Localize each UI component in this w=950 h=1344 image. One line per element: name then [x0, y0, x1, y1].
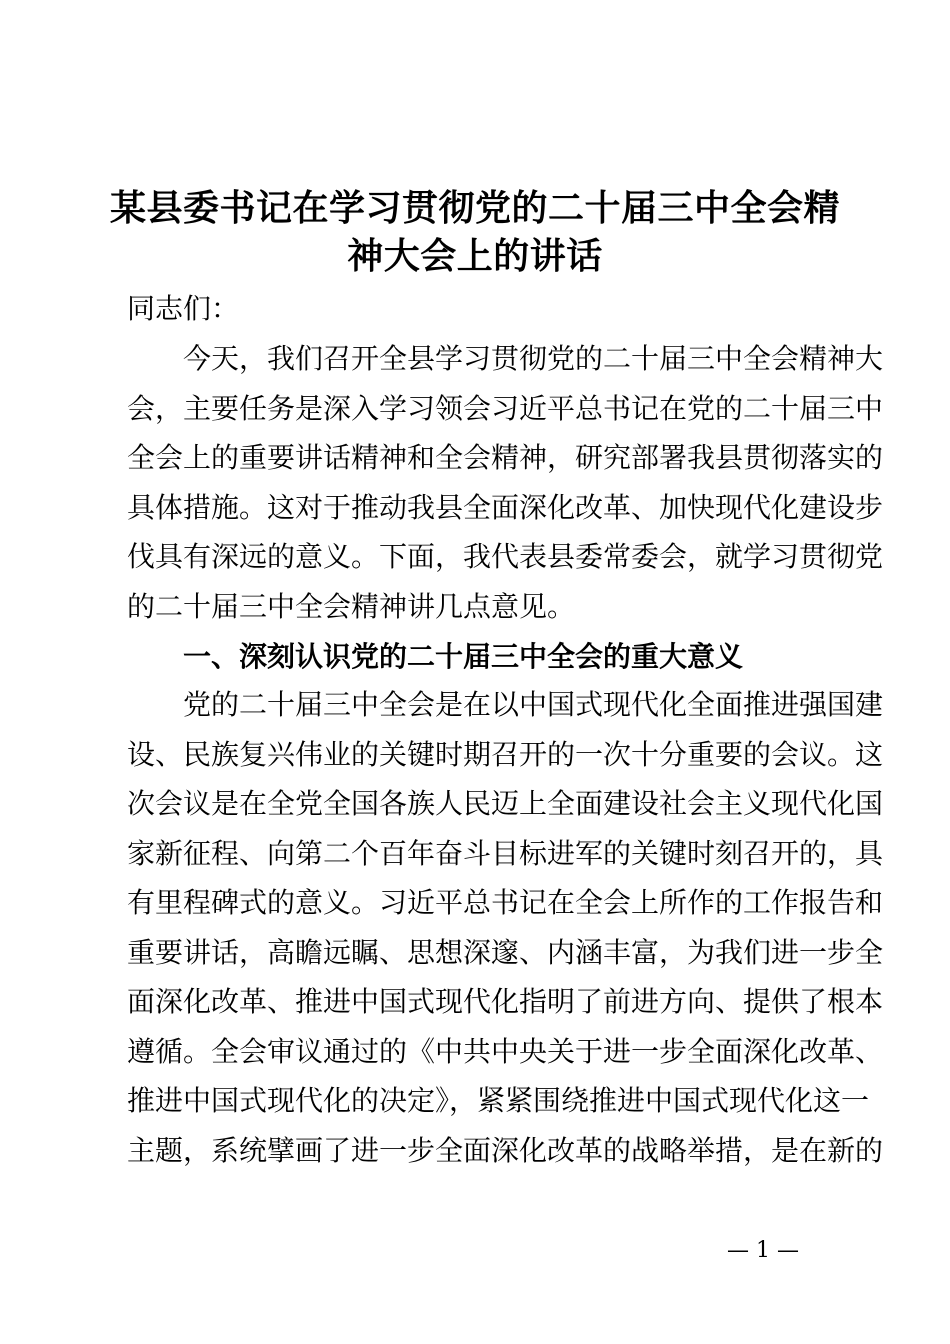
paragraph-1-line: 全会上的重要讲话精神和全会精神，研究部署我县贯彻落实的: [127, 441, 884, 474]
document-title-line-2: 神大会上的讲话: [347, 236, 603, 277]
paragraph-1-line: 具体措施。这对于推动我县全面深化改革、加快现代化建设步: [127, 490, 884, 524]
paragraph-2-line: 家新征程、向第二个百年奋斗目标进军的关键时刻召开的，具: [127, 836, 884, 870]
paragraph-2-line: 重要讲话，高瞻远瞩、思想深邃、内涵丰富，为我们进一步全: [127, 935, 884, 969]
paragraph-1-line: 今天，我们召开全县学习贯彻党的二十届三中全会精神大: [183, 342, 884, 375]
paragraph-1: [127, 334, 884, 631]
paragraph-2-line: 面深化改革、推进中国式现代化指明了前进方向、提供了根本: [127, 985, 884, 1018]
page-number: — 1 —: [727, 1238, 799, 1263]
greeting: [127, 284, 832, 334]
section-heading-1: [127, 632, 832, 682]
greeting-text: 同志们：: [127, 292, 240, 325]
paragraph-1-line: 的二十届三中全会精神讲几点意见。: [127, 589, 576, 623]
document-title-line-1: 某县委书记在学习贯彻党的二十届三中全会精: [109, 188, 840, 229]
paragraph-2-line: 推进中国式现代化的决定》，紧紧围绕推进中国式现代化这一: [127, 1084, 870, 1117]
paragraph-1-line: 会，主要任务是深入学习领会习近平总书记在党的二十届三中: [127, 391, 884, 425]
paragraph-1-line: 伐具有深远的意义。下面，我代表县委常委会，就学习贯彻党: [127, 540, 884, 573]
paragraph-2-line: 有里程碑式的意义。习近平总书记在全会上所作的工作报告和: [127, 886, 884, 919]
paragraph-2-line: 次会议是在全党全国各族人民迈上全面建设社会主义现代化国: [127, 787, 884, 820]
paragraph-2-line: 党的二十届三中全会是在以中国式现代化全面推进强国建: [183, 688, 884, 721]
paragraph-2-line: 遵循。全会审议通过的《中共中央关于进一步全面深化改革、: [127, 1034, 884, 1068]
section-heading-1-text: 一、深刻认识党的二十届三中全会的重大意义: [183, 640, 744, 673]
paragraph-2-line: 设、民族复兴伟业的关键时期召开的一次十分重要的会议。这: [127, 737, 884, 771]
paragraph-2: [127, 680, 884, 1175]
paragraph-2-line: 主题，系统擘画了进一步全面深化改革的战略举措，是在新的: [127, 1133, 884, 1167]
